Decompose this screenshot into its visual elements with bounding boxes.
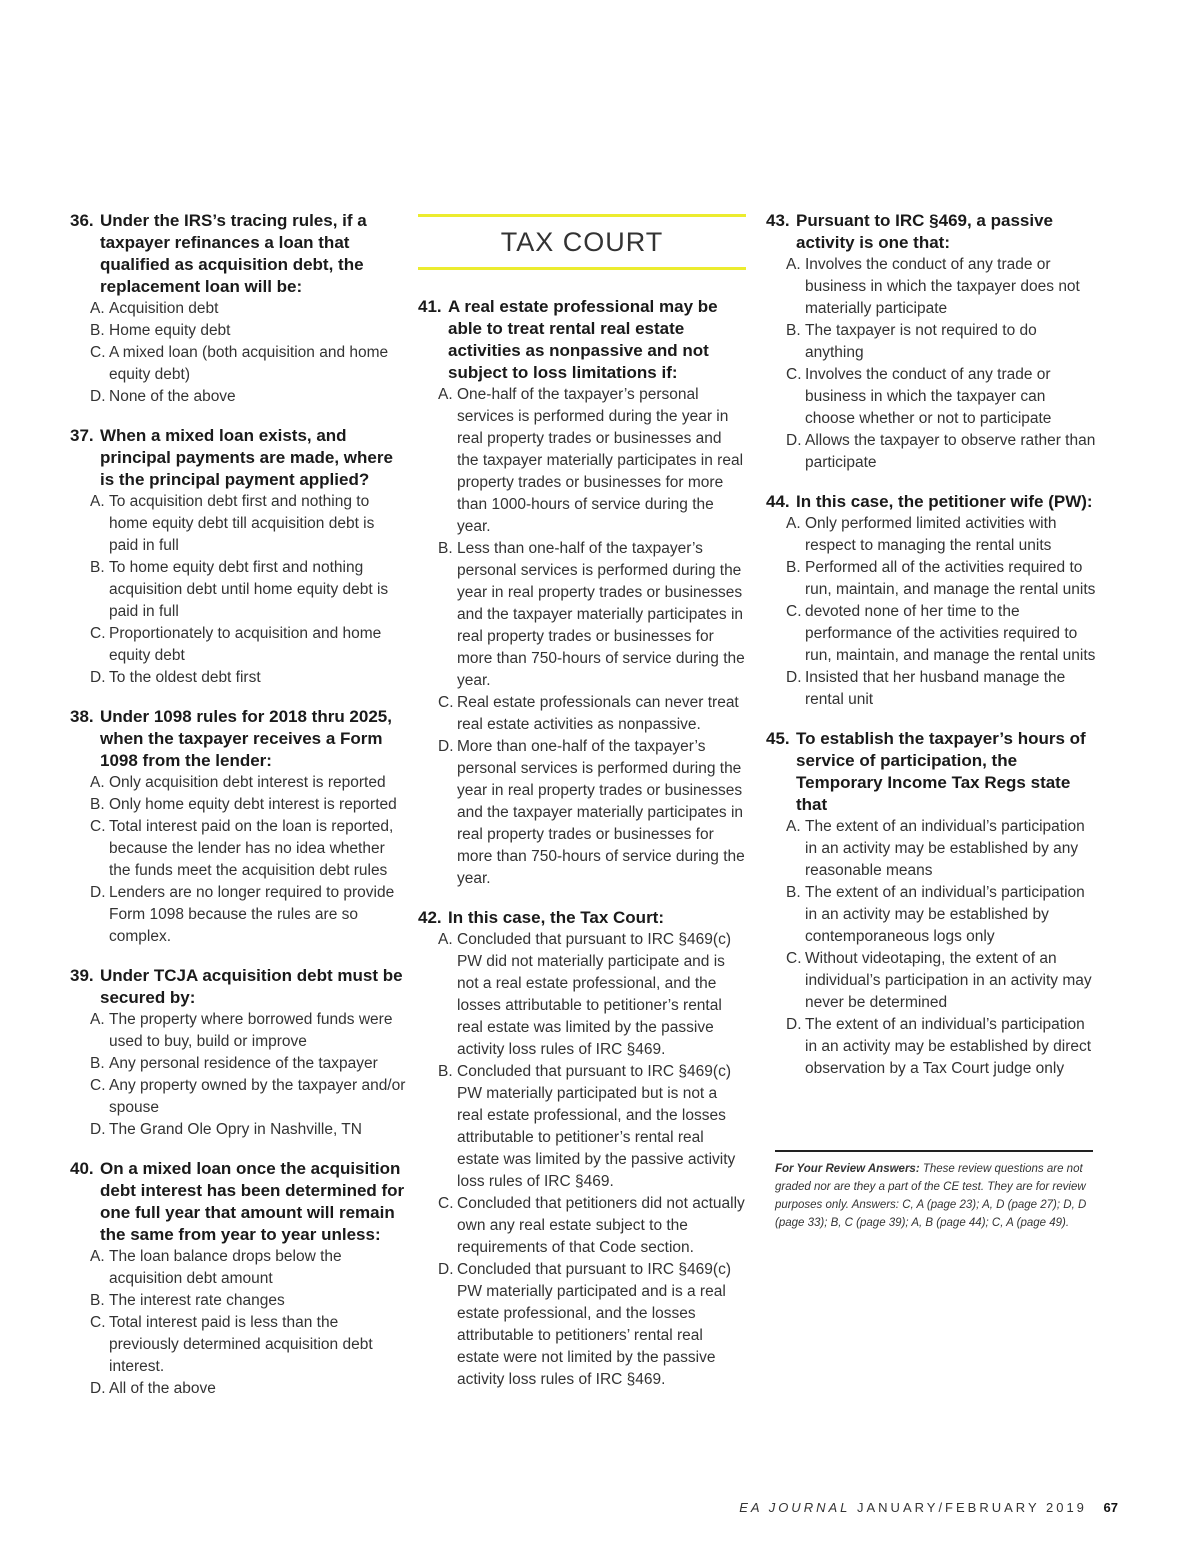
- option: [90, 1009, 406, 1053]
- review-answers-box: [775, 1150, 1093, 1232]
- question-43: [766, 210, 1096, 474]
- option-letter: C.: [90, 818, 106, 835]
- option: [90, 1053, 406, 1075]
- option-letter: C.: [90, 625, 106, 642]
- question-text: Under TCJA acquisition debt must be secured by:: [100, 966, 403, 1007]
- option-text: Performed all of the activities required to run, maintain, and manage the rental units: [805, 559, 1096, 598]
- option-letter: D.: [90, 388, 106, 405]
- question-text: On a mixed loan once the acquisition debt interest has been determined for one full year that amount will remain the same from year to year unless:: [100, 1159, 405, 1244]
- option: [90, 320, 406, 342]
- issue-date: JANUARY/FEBRUARY 2019: [857, 1500, 1087, 1515]
- question-number: 45.: [766, 729, 790, 748]
- option-text: None of the above: [109, 388, 236, 405]
- option-letter: C.: [438, 1195, 454, 1212]
- question-number: 38.: [70, 707, 94, 726]
- question-38: [70, 706, 406, 948]
- option: [90, 1246, 406, 1290]
- option-text: Only acquisition debt interest is reported: [109, 774, 386, 791]
- option-text: Acquisition debt: [109, 300, 219, 317]
- question-text: Under the IRS’s tracing rules, if a taxpayer refinances a loan that qualified as acquisition debt, the replacement loan will be:: [100, 211, 367, 296]
- option-text: Concluded that pursuant to IRC §469(c) PW materially participated but is not a real estate professional, and the losses attributable to petitioner’s rental real estate was limited by the passive activity loss rules of IRC §469.: [457, 1063, 736, 1190]
- option: [438, 384, 746, 538]
- question-number: 36.: [70, 211, 94, 230]
- option-text: Total interest paid on the loan is reported, because the lender has no idea whether the funds meet the acquisition debt rules: [109, 818, 394, 879]
- option-text: Only performed limited activities with respect to managing the rental units: [805, 515, 1057, 554]
- option: [786, 948, 1096, 1014]
- option-text: Only home equity debt interest is reported: [109, 796, 397, 813]
- option: [786, 320, 1096, 364]
- option: [786, 254, 1096, 320]
- option: [438, 1259, 746, 1391]
- option-text: More than one-half of the taxpayer’s personal services is performed during the year in real property trades or businesses and the taxpayer materially participates in real property trades or businesses for more than 750-hours of service during the year.: [457, 738, 745, 887]
- question-41: [418, 296, 746, 890]
- question-text: In this case, the Tax Court:: [448, 908, 665, 927]
- column-middle: [418, 210, 746, 1408]
- option-letter: D.: [90, 1121, 106, 1138]
- option-list: [418, 384, 746, 890]
- option-list: [70, 772, 406, 948]
- option-list: [766, 513, 1096, 711]
- option: [90, 772, 406, 794]
- option: [786, 882, 1096, 948]
- option: [786, 816, 1096, 882]
- option-letter: A.: [90, 1011, 105, 1028]
- option-text: Concluded that petitioners did not actually own any real estate subject to the requirements of that Code section.: [457, 1195, 745, 1256]
- option: [90, 1119, 406, 1141]
- option-text: Any property owned by the taxpayer and/or spouse: [109, 1077, 406, 1116]
- option-letter: B.: [786, 322, 801, 339]
- option: [90, 1075, 406, 1119]
- option-list: [70, 1246, 406, 1400]
- option-text: Less than one-half of the taxpayer’s personal services is performed during the year in real property trades or businesses and the taxpayer materially participates in real property trades or businesses for more than 750-hours of service during the year.: [457, 540, 745, 689]
- option: [786, 513, 1096, 557]
- option-letter: C.: [438, 694, 454, 711]
- question-text: Pursuant to IRC §469, a passive activity is one that:: [796, 211, 1053, 252]
- option: [786, 430, 1096, 474]
- option-letter: D.: [438, 1261, 454, 1278]
- option: [90, 816, 406, 882]
- column-right: [766, 210, 1096, 1097]
- option: [438, 1193, 746, 1259]
- question-40: [70, 1158, 406, 1400]
- option-text: Proportionately to acquisition and home equity debt: [109, 625, 382, 664]
- option-list: [70, 491, 406, 689]
- option-text: A mixed loan (both acquisition and home equity debt): [109, 344, 389, 383]
- option-letter: D.: [90, 669, 106, 686]
- option-text: The taxpayer is not required to do anything: [805, 322, 1037, 361]
- option-letter: C.: [90, 344, 106, 361]
- option-text: The extent of an individual’s participation in an activity may be established by any reasonable means: [805, 818, 1085, 879]
- review-label: For Your Review Answers:: [775, 1163, 920, 1175]
- option-text: Involves the conduct of any trade or business in which the taxpayer can choose whether or not to participate: [805, 366, 1052, 427]
- journal-name: EA JOURNAL: [739, 1500, 851, 1515]
- option: [90, 667, 406, 689]
- question-number: 37.: [70, 426, 94, 445]
- question-37: [70, 425, 406, 689]
- question-text: To establish the taxpayer’s hours of service of participation, the Temporary Income Tax Regs state that: [796, 729, 1086, 814]
- option-letter: A.: [786, 256, 801, 273]
- option-list: [766, 816, 1096, 1080]
- option-text: Total interest paid is less than the previously determined acquisition debt interest.: [109, 1314, 373, 1375]
- option-letter: C.: [90, 1077, 106, 1094]
- option: [90, 794, 406, 816]
- option-text: Concluded that pursuant to IRC §469(c) PW materially participated and is a real estate professional, and the losses attributable to petitioners’ rental real estate were not limited by the passive activity loss rules of IRC §469.: [457, 1261, 731, 1388]
- question-39: [70, 965, 406, 1141]
- option-letter: B.: [438, 1063, 453, 1080]
- option-text: Concluded that pursuant to IRC §469(c) PW did not materially participate and is not a real estate professional, and the losses attributable to petitioner’s rental real estate was limited by the passive activity loss rules of IRC §469.: [457, 931, 731, 1058]
- option-list: [70, 1009, 406, 1141]
- option: [438, 538, 746, 692]
- option-letter: B.: [90, 1292, 105, 1309]
- option-text: All of the above: [109, 1380, 216, 1397]
- option: [786, 557, 1096, 601]
- option-text: Insisted that her husband manage the rental unit: [805, 669, 1066, 708]
- page-footer: [739, 1500, 1118, 1515]
- option-text: To acquisition debt first and nothing to home equity debt till acquisition debt is paid in full: [109, 493, 375, 554]
- option: [786, 364, 1096, 430]
- option: [90, 1378, 406, 1400]
- option-text: Any personal residence of the taxpayer: [109, 1055, 378, 1072]
- question-44: [766, 491, 1096, 711]
- option: [90, 298, 406, 320]
- option: [90, 882, 406, 948]
- question-number: 41.: [418, 297, 442, 316]
- option: [438, 1061, 746, 1193]
- option-letter: D.: [786, 432, 802, 449]
- option-letter: C.: [90, 1314, 106, 1331]
- question-number: 39.: [70, 966, 94, 985]
- option: [90, 557, 406, 623]
- option-letter: A.: [438, 931, 453, 948]
- question-number: 42.: [418, 908, 442, 927]
- option-letter: B.: [90, 796, 105, 813]
- option-letter: B.: [786, 884, 801, 901]
- option-text: To home equity debt first and nothing acquisition debt until home equity debt is paid in full: [109, 559, 389, 620]
- option-text: Lenders are no longer required to provide Form 1098 because the rules are so complex.: [109, 884, 395, 945]
- option-list: [766, 254, 1096, 474]
- option-text: The property where borrowed funds were used to buy, build or improve: [109, 1011, 393, 1050]
- option: [786, 601, 1096, 667]
- page-number: 67: [1103, 1500, 1118, 1515]
- option: [90, 342, 406, 386]
- column-left: [70, 210, 406, 1417]
- section-title: TAX COURT: [418, 214, 746, 270]
- option: [786, 667, 1096, 711]
- question-text: When a mixed loan exists, and principal payments are made, where is the principal payment applied?: [100, 426, 393, 489]
- question-number: 43.: [766, 211, 790, 230]
- option-letter: D.: [90, 884, 106, 901]
- option: [90, 491, 406, 557]
- option: [90, 623, 406, 667]
- option-letter: A.: [90, 774, 105, 791]
- option-letter: A.: [90, 300, 105, 317]
- option-letter: B.: [786, 559, 801, 576]
- question-36: [70, 210, 406, 408]
- option-text: To the oldest debt first: [109, 669, 261, 686]
- option-text: Involves the conduct of any trade or business in which the taxpayer does not materially participate: [805, 256, 1080, 317]
- option-letter: C.: [786, 603, 802, 620]
- question-42: [418, 907, 746, 1391]
- option-text: One-half of the taxpayer’s personal services is performed during the year in real property trades or businesses and the taxpayer materially participates in real property trades or businesses for more than 1000-hours of service during the year.: [457, 386, 744, 535]
- question-text: A real estate professional may be able to treat rental real estate activities as nonpassive and not subject to loss limitations if:: [448, 297, 718, 382]
- option-text: Home equity debt: [109, 322, 231, 339]
- option-text: The extent of an individual’s participation in an activity may be established by direct observation by a Tax Court judge only: [805, 1016, 1092, 1077]
- question-number: 40.: [70, 1159, 94, 1178]
- review-text: These review questions are not graded nor are they a part of the CE test. They are for review purposes only. Answers: C, A (page 23); A, D (page 27); D, D (page 33); B, C (page 39); A, B (page 44); C, A (page 49).: [775, 1163, 1087, 1229]
- option: [438, 736, 746, 890]
- option-letter: A.: [786, 515, 801, 532]
- option: [90, 386, 406, 408]
- option-letter: A.: [90, 1248, 105, 1265]
- option-letter: D.: [438, 738, 454, 755]
- option-letter: B.: [90, 1055, 105, 1072]
- option: [438, 692, 746, 736]
- option-letter: B.: [438, 540, 453, 557]
- question-text: In this case, the petitioner wife (PW):: [796, 492, 1093, 511]
- option-letter: D.: [786, 669, 802, 686]
- question-45: [766, 728, 1096, 1080]
- option-letter: A.: [90, 493, 105, 510]
- option-list: [418, 929, 746, 1391]
- option-text: devoted none of her time to the performance of the activities required to run, maintain, and manage the rental units: [805, 603, 1096, 664]
- option: [90, 1290, 406, 1312]
- question-number: 44.: [766, 492, 790, 511]
- option-letter: C.: [786, 366, 802, 383]
- option-text: Real estate professionals can never treat real estate activities as nonpassive.: [457, 694, 739, 733]
- option-text: The interest rate changes: [109, 1292, 285, 1309]
- option-letter: A.: [786, 818, 801, 835]
- option-text: The extent of an individual’s participation in an activity may be established by contemporaneous logs only: [805, 884, 1085, 945]
- option-letter: D.: [786, 1016, 802, 1033]
- option-letter: B.: [90, 559, 105, 576]
- option: [786, 1014, 1096, 1080]
- question-text: Under 1098 rules for 2018 thru 2025, when the taxpayer receives a Form 1098 from the lender:: [100, 707, 392, 770]
- option-letter: A.: [438, 386, 453, 403]
- option-list: [70, 298, 406, 408]
- option: [438, 929, 746, 1061]
- option-letter: B.: [90, 322, 105, 339]
- option-text: Without videotaping, the extent of an individual’s participation in an activity may never be determined: [805, 950, 1092, 1011]
- option-text: The Grand Ole Opry in Nashville, TN: [109, 1121, 362, 1138]
- option: [90, 1312, 406, 1378]
- option-letter: C.: [786, 950, 802, 967]
- option-text: Allows the taxpayer to observe rather than participate: [805, 432, 1096, 471]
- option-letter: D.: [90, 1380, 106, 1397]
- option-text: The loan balance drops below the acquisition debt amount: [109, 1248, 342, 1287]
